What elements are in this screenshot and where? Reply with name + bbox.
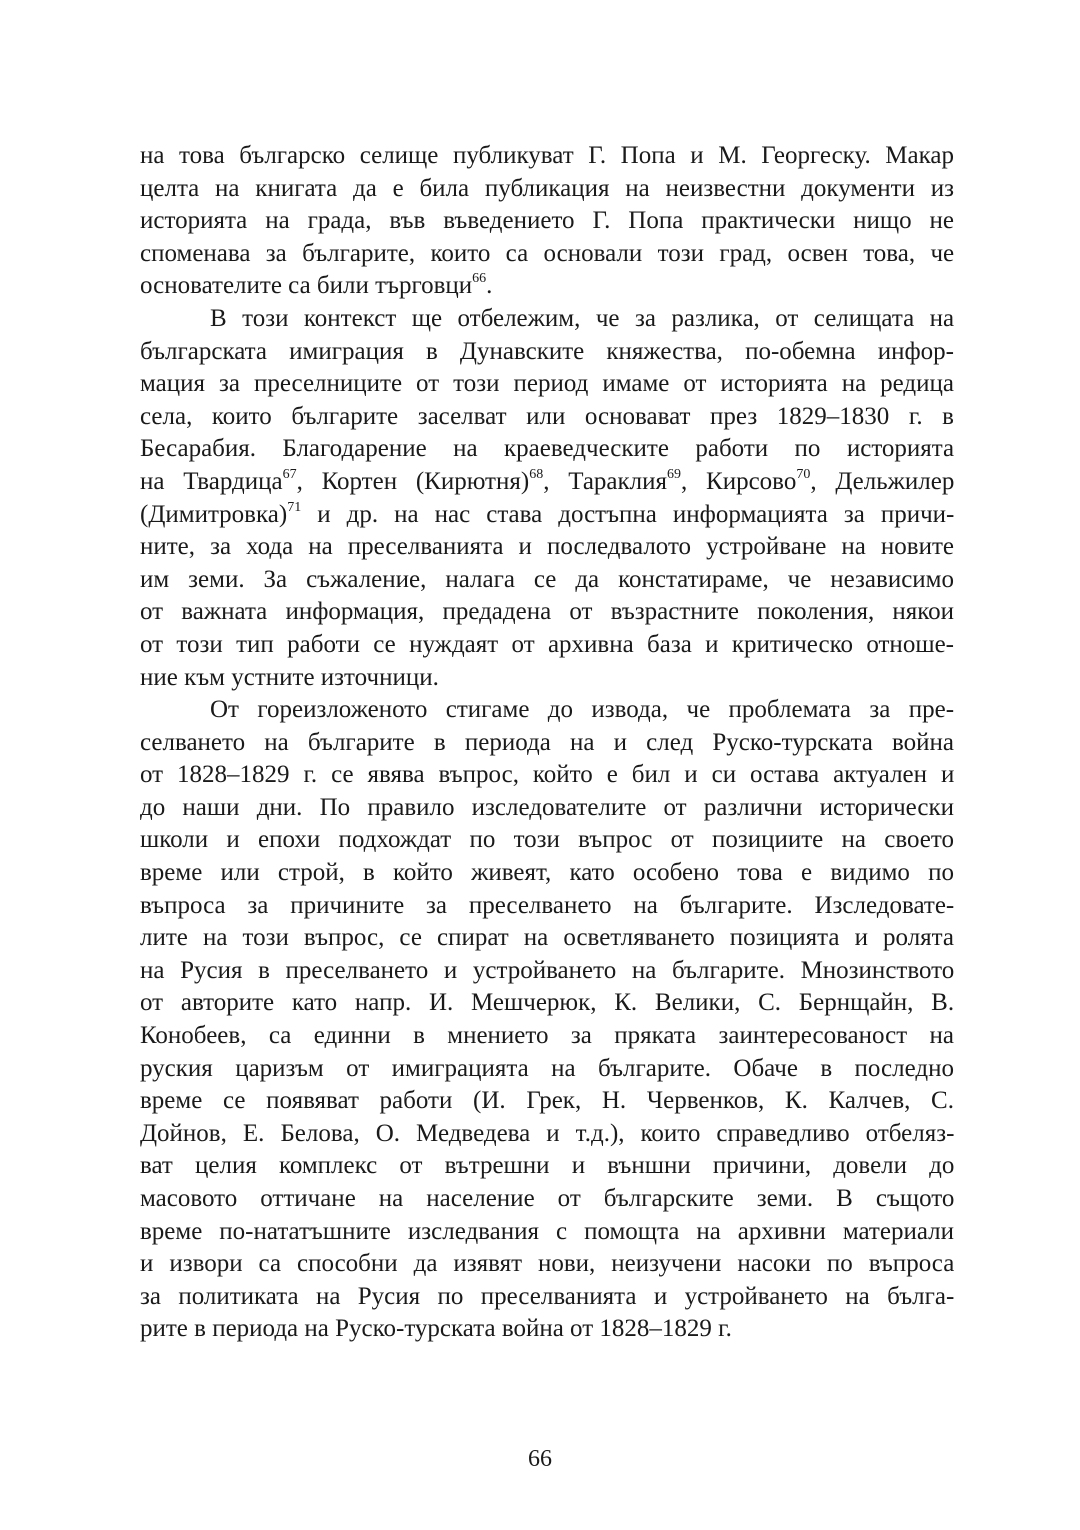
text-line bbox=[140, 694, 954, 727]
text-run: От гореизложеното стигаме до извода, че проблемата за пре- bbox=[210, 696, 955, 724]
text-run: масовото оттичане на население от българските земи. В същото bbox=[140, 1185, 955, 1212]
text-run: историята на града, във въведението Г. Попа практически нищо не bbox=[140, 207, 955, 235]
text-line bbox=[140, 173, 954, 206]
text-line bbox=[140, 596, 954, 629]
text-run: целта на книгата да е била публикация на неизвестни документи из bbox=[140, 174, 954, 202]
text-run: , Кортен (Кирютня) bbox=[296, 467, 530, 495]
footnote-ref[interactable]: 71 bbox=[287, 499, 302, 515]
text-run: споменава за българите, които са основали този град, освен това, че bbox=[140, 239, 955, 267]
text-line bbox=[140, 922, 954, 955]
text-run: . bbox=[486, 272, 493, 300]
text-run: от авторите като напр. И. Мешчерюк, К. Велики, С. Бернщайн, В. bbox=[140, 989, 955, 1017]
text-line bbox=[140, 238, 954, 271]
text-run: Бесарабия. Благодарение на краеведческите работи по историята bbox=[140, 435, 955, 463]
text-line bbox=[140, 1020, 954, 1053]
footnote-ref[interactable]: 67 bbox=[282, 466, 297, 482]
text-line bbox=[140, 205, 954, 238]
text-run: селването на българите в периода на и след Руско-турската война bbox=[140, 728, 954, 756]
text-run: , Кирсово bbox=[681, 467, 797, 495]
text-run: от този тип работи се нуждаят от архивна база и критическо отноше- bbox=[140, 630, 954, 658]
text-run: време или строй, в който живеят, като особено това е видимо по bbox=[140, 859, 954, 887]
text-run: българската имиграция в Дунавските княжества, по-обемна инфор- bbox=[140, 337, 954, 365]
text-line bbox=[140, 303, 954, 336]
footnote-ref[interactable]: 66 bbox=[472, 271, 487, 287]
footnote-ref[interactable]: 68 bbox=[529, 466, 544, 482]
text-line bbox=[140, 564, 954, 597]
text-run: , Дельжилер bbox=[810, 467, 955, 495]
text-line bbox=[140, 1216, 954, 1249]
text-line bbox=[140, 499, 954, 532]
text-run: от важната информация, предадена от възрастните поколения, някои bbox=[140, 598, 954, 626]
text-run: ните, за хода на преселванията и последвалото устройване на новите bbox=[140, 533, 954, 561]
text-line bbox=[140, 1118, 954, 1151]
text-line bbox=[140, 531, 954, 564]
text-run: им земи. За съжаление, налага се да констатираме, че независимо bbox=[140, 565, 954, 593]
text-line bbox=[140, 890, 954, 923]
text-run: руския царизъм от имиграцията на българите. Обаче в последно bbox=[140, 1054, 954, 1082]
text-run: , Тараклия bbox=[543, 467, 668, 495]
text-line bbox=[140, 336, 954, 369]
text-run: основателите са били търговци bbox=[140, 272, 473, 300]
text-run: лите на този въпрос, се спират на осветляването позицията и ролята bbox=[140, 924, 954, 952]
text-run: време се появяват работи (И. Грек, Н. Червенков, К. Калчев, С. bbox=[140, 1087, 954, 1115]
text-run: и извори са способни да изявят нови, неизучени насоки по въпроса bbox=[140, 1250, 955, 1278]
text-line bbox=[140, 270, 954, 303]
text-run: села, които българите заселват или основават през 1829–1830 г. в bbox=[140, 402, 954, 430]
text-run: и др. на нас става достъпна информацията за причи- bbox=[301, 500, 955, 528]
text-line bbox=[140, 955, 954, 988]
text-line bbox=[140, 727, 954, 760]
text-run: на това българско селище публикуват Г. Попа и М. Георгеску. Макар bbox=[140, 142, 954, 169]
text-run: от 1828–1829 г. се явява въпрос, който е бил и си остава актуален и bbox=[140, 761, 955, 789]
text-run: мация за преселниците от този период имаме от историята на редица bbox=[140, 370, 954, 398]
text-line bbox=[140, 1053, 954, 1086]
text-line bbox=[140, 987, 954, 1020]
text-run: Конобеев, са единни в мнението за пряката заинтересованост на bbox=[140, 1022, 955, 1050]
text-run: (Димитровка) bbox=[140, 500, 288, 528]
text-run: до наши дни. По правило изследователите от различни исторически bbox=[140, 793, 954, 821]
body-text bbox=[140, 140, 954, 1346]
text-line bbox=[140, 759, 954, 792]
text-run: рите в периода на Руско-турската война от 1828–1829 г. bbox=[140, 1315, 732, 1343]
text-run: Дойнов, Е. Белова, О. Медведева и т.д.), които справедливо отбеляз- bbox=[140, 1119, 955, 1147]
text-line bbox=[140, 792, 954, 825]
text-run: школи и епохи подхождат по този въпрос от позициите на своето bbox=[140, 826, 954, 854]
text-line bbox=[140, 662, 954, 695]
text-line bbox=[140, 466, 954, 499]
text-run: ват целия комплекс от вътрешни и външни причини, довели до bbox=[140, 1152, 955, 1180]
text-line bbox=[140, 1150, 954, 1183]
text-line bbox=[140, 629, 954, 662]
text-run: на Русия в преселването и устройването на българите. Мнозинството bbox=[140, 956, 955, 984]
text-line bbox=[140, 368, 954, 401]
text-line bbox=[140, 1085, 954, 1118]
text-line bbox=[140, 1313, 954, 1346]
text-run: В този контекст ще отбележим, че за разлика, от селищата на bbox=[210, 304, 955, 332]
text-line bbox=[140, 140, 954, 173]
page-number: 66 bbox=[528, 1446, 552, 1472]
text-run: ние към устните източници. bbox=[140, 663, 439, 691]
text-run: време по-нататъшните изследвания с помощта на архивни материали bbox=[140, 1217, 954, 1245]
text-line bbox=[140, 824, 954, 857]
text-run: за политиката на Русия по преселванията и устройването на бълга- bbox=[140, 1282, 955, 1310]
text-line bbox=[140, 1281, 954, 1314]
text-run: на Твардица bbox=[140, 467, 283, 495]
text-line bbox=[140, 1183, 954, 1216]
text-line bbox=[140, 401, 954, 434]
footnote-ref[interactable]: 70 bbox=[796, 466, 811, 482]
text-line bbox=[140, 1248, 954, 1281]
text-line bbox=[140, 433, 954, 466]
text-line bbox=[140, 857, 954, 890]
footnote-ref[interactable]: 69 bbox=[667, 466, 682, 482]
text-run: въпроса за причините за преселването на българите. Изследовате- bbox=[140, 891, 955, 919]
